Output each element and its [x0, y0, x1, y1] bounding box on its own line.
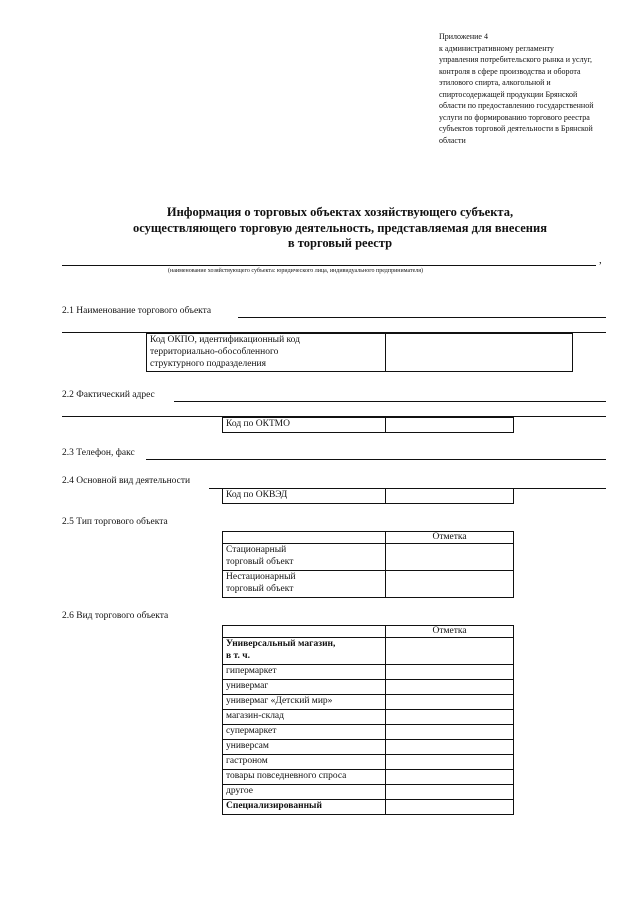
- kind-row-mark[interactable]: [386, 680, 514, 695]
- appendix-line: этилового спирта, алкогольной и: [439, 78, 551, 87]
- type-stationary-mark[interactable]: [386, 544, 514, 571]
- type-mark-header: Отметка: [386, 532, 514, 544]
- kind-row-mark[interactable]: [386, 740, 514, 755]
- type-stationary-line: торговый объект: [226, 557, 294, 567]
- object-kind-table: [222, 625, 514, 815]
- kind-universal-line: в т. ч.: [226, 651, 250, 661]
- kind-mark-header: Отметка: [386, 626, 514, 638]
- entity-caption: (наименование хозяйствующего субъекта: юридического лица, индивидуального предпринимателя): [168, 268, 424, 274]
- kind-row-label: товары повседневного спроса: [223, 770, 386, 785]
- section-2-5-label: 2.5 Тип торгового объекта: [62, 517, 168, 527]
- okved-value-cell[interactable]: [386, 489, 514, 504]
- section-2-6-label: 2.6 Вид торгового объекта: [62, 611, 169, 621]
- appendix-line: спиртосодержащей продукции Брянской: [439, 89, 578, 99]
- kind-row-label: другое: [223, 785, 386, 800]
- type-row-label: [223, 571, 386, 598]
- title-line: осуществляющего торговую деятельность, представляемая для внесения: [133, 220, 547, 235]
- title-line: в торговый реестр: [287, 236, 393, 250]
- section-2-3-label: 2.3 Телефон, факс: [62, 448, 135, 458]
- kind-row-mark[interactable]: [386, 725, 514, 740]
- kind-row-mark[interactable]: [386, 755, 514, 770]
- object-name-field[interactable]: [238, 317, 606, 318]
- type-nonstationary-line: Нестационарный: [226, 572, 296, 582]
- okpo-label-cell: [147, 334, 386, 372]
- type-header-empty: [223, 532, 386, 544]
- okved-table: [222, 488, 514, 504]
- appendix-line: управления потребительского рынка и услуг,: [439, 55, 592, 64]
- type-stationary-line: Стационарный: [226, 545, 287, 555]
- appendix-line: области: [439, 135, 466, 145]
- oktmo-value-cell[interactable]: [386, 418, 514, 433]
- kind-row-label: магазин-склад: [223, 710, 386, 725]
- kind-row-mark[interactable]: [386, 695, 514, 710]
- section-2-4-label: 2.4 Основной вид деятельности: [62, 476, 191, 486]
- phone-fax-field[interactable]: [146, 459, 606, 460]
- kind-row-label: гастроном: [223, 755, 386, 770]
- okpo-value-cell[interactable]: [386, 334, 573, 372]
- okpo-label: территориально-обособленного: [150, 347, 279, 357]
- entity-name-field[interactable]: [62, 265, 596, 266]
- okved-label: Код по ОКВЭД: [223, 489, 386, 504]
- type-row-label: [223, 544, 386, 571]
- section-2-2-label: 2.2 Фактический адрес: [62, 390, 155, 400]
- appendix-line: субъектов торговой деятельности в Брянской: [439, 124, 593, 133]
- kind-row-label: универмаг: [223, 680, 386, 695]
- kind-specialized-mark[interactable]: [386, 800, 514, 815]
- okpo-label: Код ОКПО, идентификационный код: [150, 335, 300, 345]
- entity-comma: ,: [599, 254, 602, 266]
- kind-row-mark[interactable]: [386, 710, 514, 725]
- kind-row-label: универмаг «Детский мир»: [223, 695, 386, 710]
- appendix-line: области по предоставлению государственной: [439, 101, 594, 110]
- appendix-note: [439, 31, 629, 146]
- okpo-label: структурного подразделения: [150, 359, 266, 369]
- type-nonstationary-line: торговый объект: [226, 584, 294, 594]
- address-field[interactable]: [174, 401, 606, 402]
- appendix-line: контроля в сфере производства и оборота: [439, 66, 581, 76]
- section-2-1-label: 2.1 Наименование торгового объекта: [62, 306, 212, 316]
- kind-row-label: универсам: [223, 740, 386, 755]
- appendix-line: услуги по формированию торгового реестра: [439, 112, 590, 122]
- appendix-line: Приложение 4: [439, 32, 488, 41]
- appendix-line: к административному регламенту: [439, 43, 554, 53]
- kind-row-label: гипермаркет: [223, 665, 386, 680]
- oktmo-table: [222, 417, 514, 433]
- oktmo-label: Код по ОКТМО: [223, 418, 386, 433]
- object-type-table: [222, 531, 514, 598]
- okpo-table: [146, 333, 573, 372]
- kind-header-empty: [223, 626, 386, 638]
- kind-universal-line: Универсальный магазин,: [226, 639, 336, 649]
- kind-row-mark[interactable]: [386, 785, 514, 800]
- document-title: [60, 205, 620, 252]
- kind-row-label: супермаркет: [223, 725, 386, 740]
- kind-universal-mark[interactable]: [386, 638, 514, 665]
- title-line: Информация о торговых объектах хозяйствующего субъекта,: [166, 205, 514, 219]
- kind-specialized-label: Специализированный: [223, 800, 386, 815]
- kind-row-mark[interactable]: [386, 770, 514, 785]
- kind-row-mark[interactable]: [386, 665, 514, 680]
- type-nonstationary-mark[interactable]: [386, 571, 514, 598]
- kind-universal-label: [223, 638, 386, 665]
